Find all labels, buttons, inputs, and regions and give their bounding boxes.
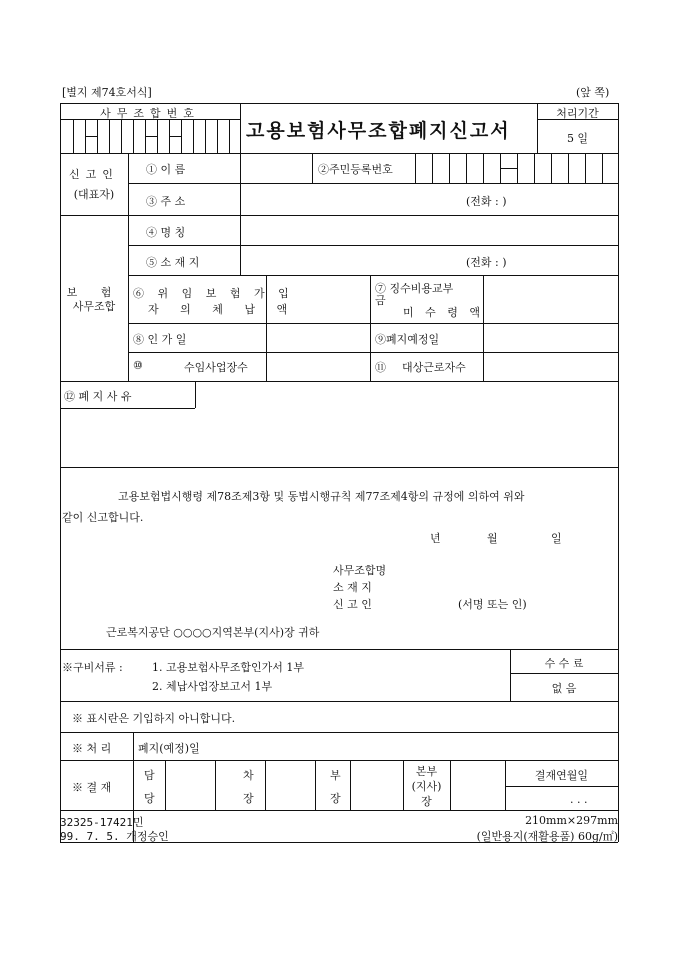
fee-label: 수 수 료 bbox=[544, 657, 584, 670]
union-location-field[interactable] bbox=[242, 248, 462, 272]
form-number: [별지 제74호서식] bbox=[62, 86, 152, 99]
fee-unpaid-label: ⑦ 징수비용교부 bbox=[375, 282, 454, 295]
form-title: 고용보험사무조합폐지신고서 bbox=[246, 120, 511, 142]
union-location-label: ⑤ 소 재 지 bbox=[146, 256, 200, 269]
union-phone-label: (전화 : ) bbox=[466, 256, 507, 269]
paper-size: 210mm×297mm bbox=[525, 814, 618, 827]
reporter-group-label: 신고인 bbox=[69, 168, 119, 181]
date-year: 년 bbox=[430, 532, 441, 545]
date-day: 일 bbox=[551, 532, 562, 545]
approval-head-1: 본부 bbox=[415, 765, 438, 778]
approval-date-label: 결재연월일 bbox=[534, 769, 589, 782]
declaration-text: 고용보험법시행령 제78조제3항 및 동법시행규칙 제77조제4항의 규정에 의하여 위와 bbox=[118, 490, 525, 503]
sites-count-label-num: ⑩ bbox=[133, 359, 143, 372]
signature-field[interactable]: (서명 또는 인) bbox=[458, 598, 527, 611]
processing-value: 폐지(예정)일 bbox=[138, 742, 200, 755]
approval-date-dots: . . . bbox=[570, 793, 588, 806]
attachments-label: ※구비서류 : bbox=[62, 661, 123, 674]
approval-label: ※ 결 재 bbox=[72, 781, 112, 794]
address-label: ③ 주 소 bbox=[146, 195, 186, 208]
approval-deputy-2: 장 bbox=[243, 792, 254, 805]
sites-count-field[interactable] bbox=[268, 355, 368, 379]
declaration-text-2: 같이 신고합니다. bbox=[62, 511, 144, 524]
union-name-field[interactable] bbox=[242, 218, 614, 242]
fee-unpaid-label-mid: 금 bbox=[375, 294, 386, 307]
workers-count-label: 대상근로자수 bbox=[402, 361, 466, 374]
processing-period-value: 5 일 bbox=[566, 132, 589, 145]
delegated-arrears-label-2: 자 의 체 납 액 bbox=[148, 303, 297, 316]
reporter-phone-label: (전화 : ) bbox=[466, 195, 507, 208]
union-name-sign-label: 사무조합명 bbox=[333, 564, 387, 577]
reporter-group-sublabel: (대표자) bbox=[73, 188, 115, 201]
closing-date-label: ⑨폐지예정일 bbox=[375, 333, 440, 346]
union-group-label: 보 험 bbox=[66, 286, 122, 299]
workers-count-field[interactable] bbox=[485, 355, 615, 379]
approval-head-2: (지사) bbox=[411, 780, 442, 793]
fee-unpaid-label-2: 미 수 령 액 bbox=[403, 306, 484, 319]
approval-staff-1: 담 bbox=[144, 769, 155, 782]
processing-period-label: 처리기간 bbox=[556, 107, 599, 120]
approval-date-field[interactable] bbox=[268, 326, 368, 350]
reporter-sign-label: 신 고 인 bbox=[333, 598, 372, 611]
union-group-sublabel: 사무조합 bbox=[72, 300, 116, 313]
name-field[interactable] bbox=[242, 156, 310, 180]
closure-reason-field[interactable] bbox=[64, 411, 614, 463]
closing-date-field[interactable] bbox=[485, 326, 615, 350]
recipient: 근로복지공단 ○○○○지역본부(지사)장 귀하 bbox=[106, 626, 320, 639]
office-number-label: 사무조합번호 bbox=[100, 107, 200, 120]
name-label: ① 이 름 bbox=[146, 163, 186, 176]
workers-count-label-num: ⑪ bbox=[375, 361, 386, 374]
fee-value: 없 음 bbox=[551, 682, 577, 695]
delegated-arrears-label: ⑥ 위 임 보 험 가 입 bbox=[133, 287, 294, 300]
page-side: (앞 쪽) bbox=[576, 86, 610, 99]
revision-date: 99. 7. 5. 개정승인 bbox=[60, 830, 169, 843]
sites-count-label: 수임사업장수 bbox=[184, 361, 248, 374]
approval-deputy-1: 차 bbox=[243, 769, 254, 782]
delegated-arrears-field[interactable] bbox=[268, 278, 368, 320]
approval-manager-1: 부 bbox=[330, 769, 341, 782]
approval-staff-2: 당 bbox=[144, 792, 155, 805]
processing-label: ※ 처 리 bbox=[72, 742, 112, 755]
address-field[interactable] bbox=[242, 186, 462, 212]
union-name-label: ④ 명 칭 bbox=[146, 226, 186, 239]
approval-manager-2: 장 bbox=[330, 792, 341, 805]
office-use-note: ※ 표시란은 기입하지 아니합니다. bbox=[72, 712, 236, 725]
attachment-item-1: 1. 고용보험사무조합인가서 1부 bbox=[152, 661, 304, 674]
closure-reason-label: ⑫ 폐 지 사 유 bbox=[64, 390, 132, 403]
rrn-label: ②주민등록번호 bbox=[318, 163, 393, 176]
attachment-item-2: 2. 체납사업장보고서 1부 bbox=[152, 680, 273, 693]
location-sign-label: 소 재 지 bbox=[333, 581, 372, 594]
paper-type: (일반용지(재활용품) 60g/㎡) bbox=[476, 830, 618, 843]
approval-head-3: 장 bbox=[421, 795, 432, 808]
approval-date-label: ⑧ 인 가 일 bbox=[133, 333, 187, 346]
fee-unpaid-field[interactable] bbox=[485, 278, 615, 320]
form-code: 32325-17421민 bbox=[60, 816, 144, 829]
date-month: 월 bbox=[487, 532, 498, 545]
